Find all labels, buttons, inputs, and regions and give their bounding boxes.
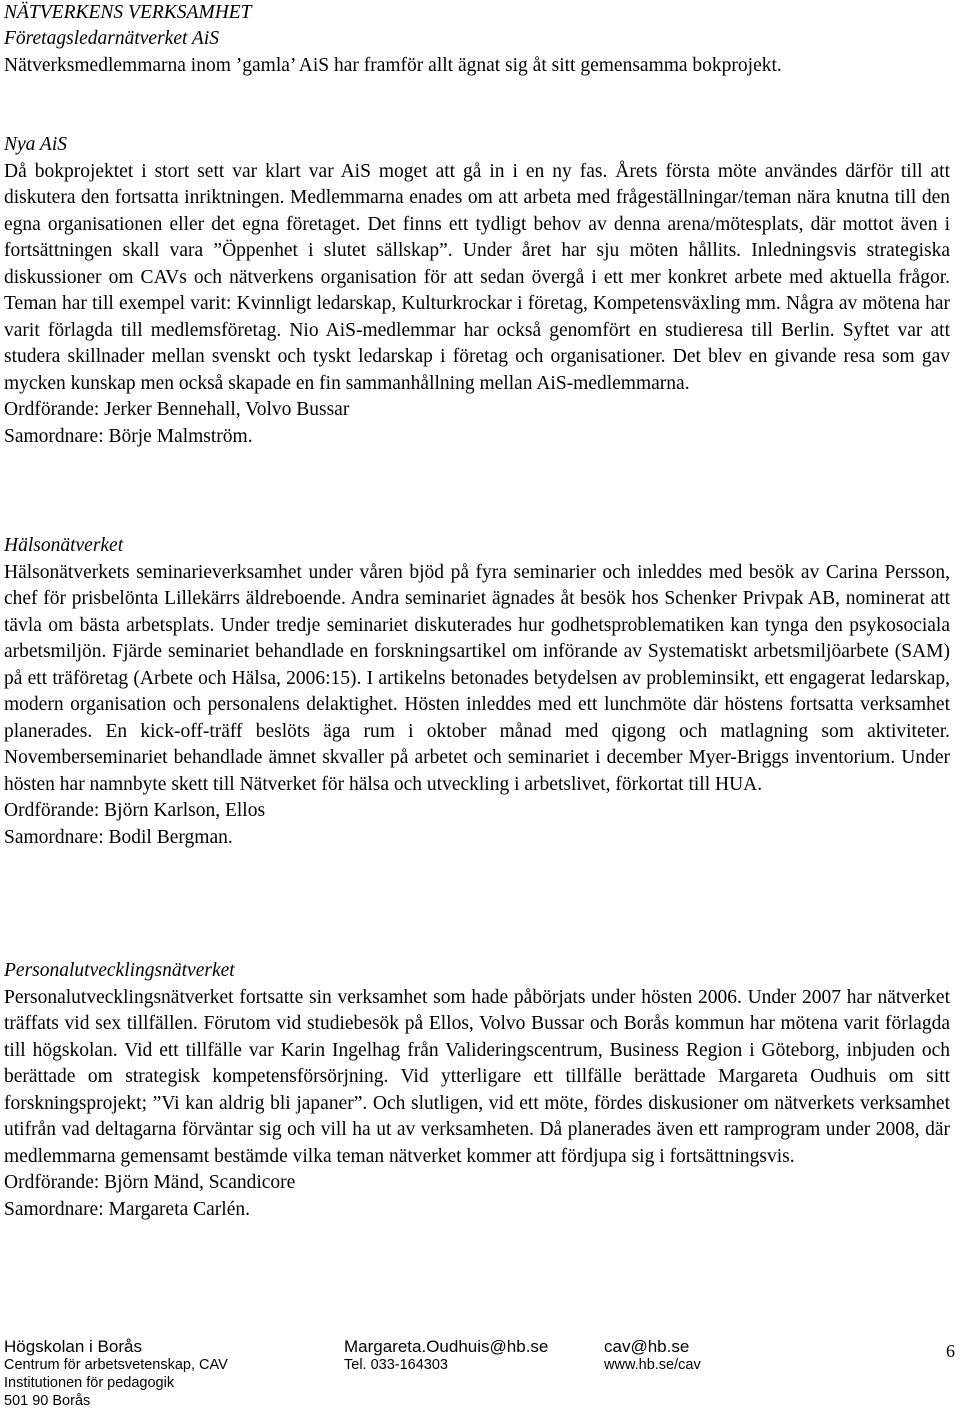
section-body: Personalutvecklingsnätverket fortsatte sin verksamhet som hade påbörjats under hösten 2006. Under 2007 har nätverket träffats vid sex tillfällen. Förutom vid studiebesök på Ellos, Volvo Bussar och Borås kommun har mötena varit förlagda till högskolan. Vid ett tillfälle var Karin Ingelhag från Valideringscentrum, Business Region i Göteborg, inbjuden och berättade om strategisk kompetensförsörjning. Vid ytterligare ett tillfälle berättade Margareta Oudhuis om sitt forskningsprojekt; ”Vi kan aldrig bli japaner”. Och slutligen, vid ett möte, fördes diskusioner om nätverkets verksamhet utifrån vad deltagarna förväntar sig och vill ha ut av verksamheten. Då planerades även ett ramprogram under 2008, där medlemmarna gemensamt bestämde vilka teman nätverket kommer att fördjupa sig i fortsättningsvis. [4, 986, 950, 1167]
footer-website[interactable]: www.hb.se/cav [604, 1357, 701, 1373]
section-body: Då bokprojektet i stort sett var klart var AiS moget att gå in i en ny fas. Årets första möte användes därför till att diskutera den fortsatta inriktningen. Medlemmarna enades om att arbeta med frågeställningar/teman nära knutna till den egna organisationen eller det egna företaget. Det finns ett tydligt behov av denna arena/mötesplats, där mottot även i fortsättningen skall vara ”Öppenhet i slutet sällskap”. Under året har sju möten hållits. Inledningsvis strategiska diskussioner om CAVs och nätverkens organisation för att sedan övergå i ett mer konkret arbete med aktuella frågor. Teman har till exempel varit: Kvinnligt ledarskap, Kulturkrockar i företag, Kompetensväxling mm. Några av mötena har varit förlagda till medlemsföretag. Nio AiS-medlemmar har också genomfört en studieresa till Berlin. Syftet var att studera skillnader mellan svenskt och tyskt ledarskap i företag och organisationer. Det blev en givande resa som gav mycken kunskap men också skapade en fin sammanhållning mellan AiS-medlemmarna. [4, 160, 950, 394]
section-body: Nätverksmedlemmarna inom ’gamla’ AiS har framför allt ägnat sig åt sitt gemensamma bokprojekt. [4, 54, 782, 76]
section-title: Nya AiS [4, 134, 68, 155]
footer-department: Institutionen för pedagogik [4, 1375, 175, 1391]
footer-address-block [4, 1338, 228, 1410]
coordinator-line: Samordnare: Margareta Carlén. [4, 1198, 250, 1220]
footer-phone: Tel. 033-164303 [344, 1357, 448, 1373]
document-heading: NÄTVERKENS VERKSAMHET [4, 2, 252, 23]
footer-cav-block [604, 1338, 701, 1374]
section-title: Personalutvecklingsnätverket [4, 960, 235, 981]
section-halsonatverket [4, 533, 950, 851]
section-title: Företagsledarnätverket AiS [4, 28, 219, 49]
chair-line: Ordförande: Björn Karlson, Ellos [4, 800, 266, 821]
section-personalutveckling [4, 958, 950, 1223]
footer-centre: Centrum för arbetsvetenskap, CAV [4, 1357, 228, 1373]
coordinator-line: Samordnare: Bodil Bergman. [4, 826, 233, 848]
section-title: Hälsonätverket [4, 535, 124, 556]
page-footer [0, 1338, 960, 1416]
chair-line: Ordförande: Björn Mänd, Scandicore [4, 1172, 296, 1193]
section-nya-ais [4, 132, 950, 450]
coordinator-line: Samordnare: Börje Malmström. [4, 425, 253, 447]
section-body: Hälsonätverkets seminarieverksamhet under våren bjöd på fyra seminarier och inleddes med besök av Carina Persson, chef för prisbelönta Lillekärrs äldreboende. Andra seminariet ägnades åt besök hos Schenker Privpak AB, nominerat att tävla om bästa arbetsplats. Under tredje seminariet diskuterades hur godhetsproblematiken kan tynga den psykosociala arbetsmiljön. Fjärde seminariet behandlade en forskningsartikel om införande av Systematiskt arbetsmiljöarbete (SAM) på ett träföretag (Arbete och Hälsa, 2006:15). I artikelns betonades betydelsen av probleminsikt, ett engagerat ledarskap, modern organisation och personalens delaktighet. Hösten inleddes med ett lunchmöte där höstens fortsatta verksamhet planerades. En kick-off-träff beslöts äga rum i oktober månad med qigong och matlagning som aktiviteter. Novemberseminariet behandlade ämnet skvaller på arbetet och seminariet i december Myer-Briggs inventorium. Under hösten har namnbyte skett till Nätverket för hälsa och utveckling i arbetslivet, förkortat till HUA. [4, 561, 950, 795]
footer-institution: Högskolan i Borås [4, 1337, 142, 1356]
footer-contact-email[interactable]: Margareta.Oudhuis@hb.se [344, 1337, 549, 1356]
page-number: 6 [946, 1341, 955, 1361]
footer-cav-email[interactable]: cav@hb.se [604, 1337, 690, 1356]
section-foretagsledare [4, 26, 950, 79]
chair-line: Ordförande: Jerker Bennehall, Volvo Bussar [4, 399, 350, 420]
footer-postal: 501 90 Borås [4, 1393, 91, 1409]
footer-contact-block [344, 1338, 548, 1374]
